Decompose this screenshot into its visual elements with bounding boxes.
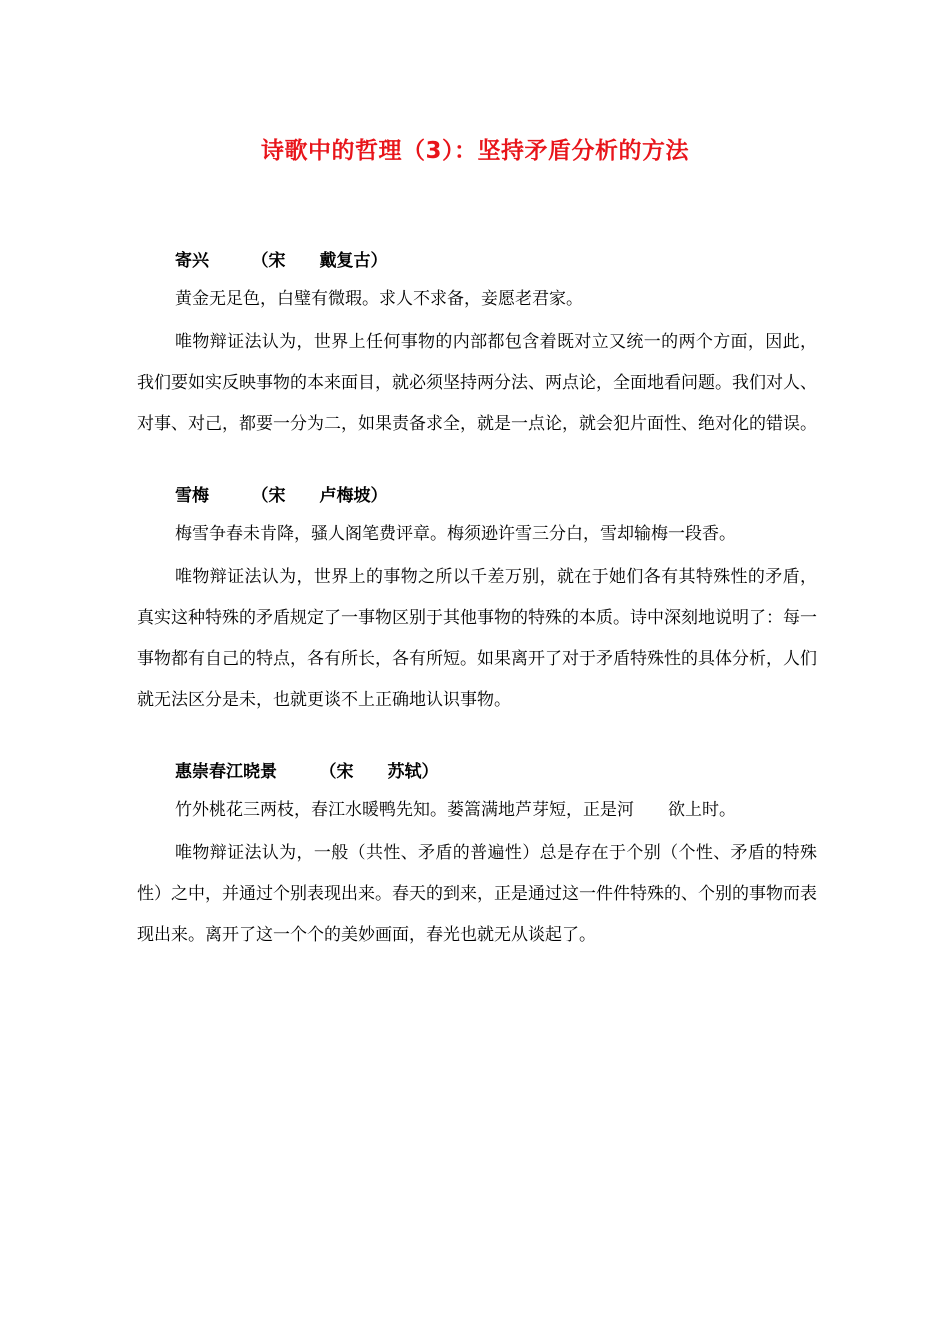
document-body (137, 246, 817, 992)
poem-heading (175, 757, 817, 787)
document-title: 诗歌中的哲理（3）：坚持矛盾分析的方法 (260, 138, 689, 164)
poem-title: 寄兴 (175, 251, 209, 271)
poem-title: 惠崇春江晓景 (175, 762, 277, 782)
poem-text: 黄金无足色，白璧有微瑕。求人不求备，妾愿老君家。 (175, 289, 583, 309)
poem-text: 梅雪争春未肯降，骚人阁笔费评章。梅须逊许雪三分白，雪却输梅一段香。 (175, 524, 736, 544)
poem-heading (175, 481, 817, 511)
poem-section-huichong (137, 757, 817, 956)
commentary-paragraph: 唯物辩证法认为，一般（共性、矛盾的普遍性）总是存在于个别（个性、矛盾的特殊性）之中，并通过个别表现出来。春天的到来，正是通过这一件件特殊的、个别的事物而表现出来。离开了这一个个的美妙画面，春光也就无从谈起了。 (137, 843, 817, 945)
poem-title: 雪梅 (175, 486, 209, 506)
poem-author: （宋 卢梅坡） (260, 486, 388, 506)
poem-heading (175, 246, 817, 276)
poem-author: （宋 戴复古） (260, 251, 388, 271)
poem-section-jixing (137, 246, 817, 445)
poem-author: （宋 苏轼） (328, 762, 439, 782)
poem-text: 竹外桃花三两枝，春江水暖鸭先知。蒌篙满地芦芽短，正是河 欲上时。 (175, 800, 736, 820)
commentary-paragraph: 唯物辩证法认为，世界上任何事物的内部都包含着既对立又统一的两个方面，因此，我们要如实反映事物的本来面目，就必须坚持两分法、两点论，全面地看问题。我们对人、对事、对己，都要一分为二，如果责备求全，就是一点论，就会犯片面性、绝对化的错误。 (137, 332, 817, 434)
commentary-paragraph: 唯物辩证法认为，世界上的事物之所以千差万别，就在于她们各有其特殊性的矛盾，真实这种特殊的矛盾规定了一事物区别于其他事物的特殊的本质。诗中深刻地说明了：每一事物都有自己的特点，各有所长，各有所短。如果离开了对于矛盾特殊性的具体分析，人们就无法区分是未，也就更谈不上正确地认识事物。 (137, 567, 817, 710)
poem-section-xuemei (137, 481, 817, 721)
